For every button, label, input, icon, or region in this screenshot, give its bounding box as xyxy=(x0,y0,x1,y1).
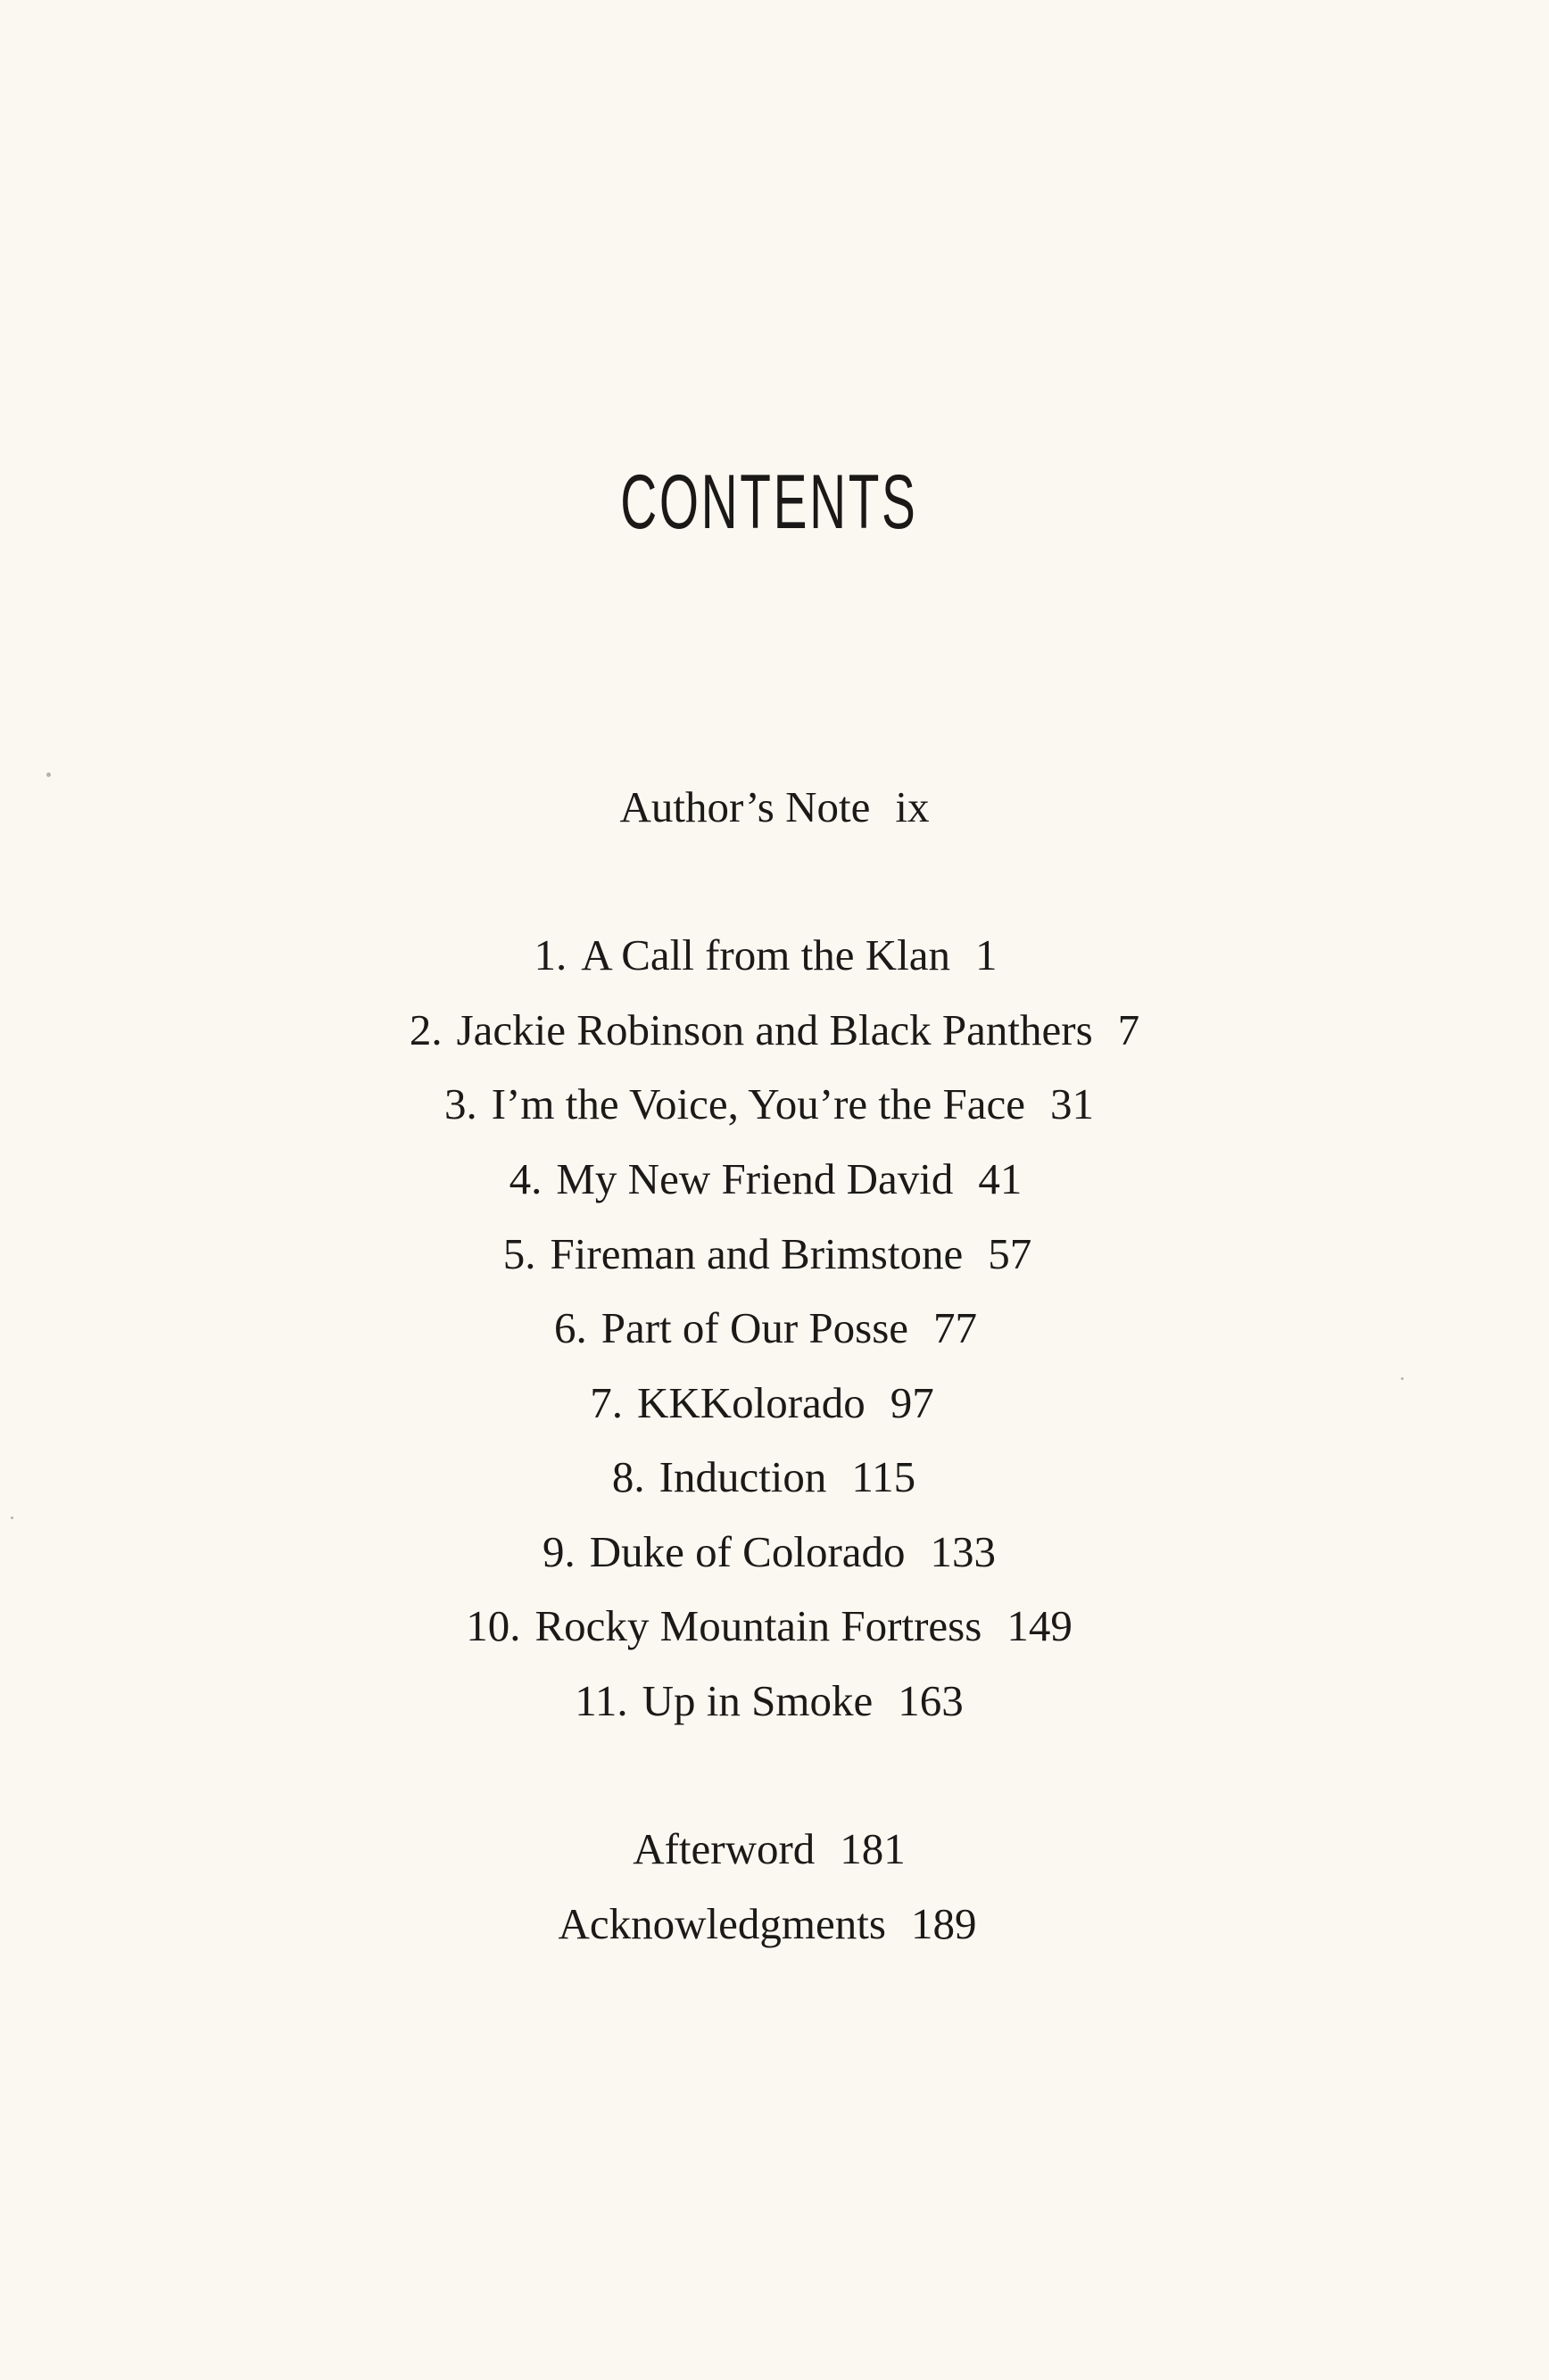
chapter-number: 7. xyxy=(590,1378,623,1427)
toc-entry-label: Afterword xyxy=(633,1824,816,1873)
toc-entry-chapter-5 xyxy=(0,1229,1542,1278)
chapter-number: 1. xyxy=(534,930,567,979)
chapter-number: 9. xyxy=(542,1527,576,1576)
toc-entry-chapter-11 xyxy=(0,1676,1544,1725)
paper-speck xyxy=(1401,1377,1404,1380)
toc-entry-chapter-4 xyxy=(0,1154,1540,1203)
toc-entry-label: A Call from the Klan xyxy=(581,930,950,979)
toc-entry-label: Fireman and Brimstone xyxy=(550,1229,964,1278)
toc-entry-page: 181 xyxy=(840,1824,906,1873)
toc-entry-page: 41 xyxy=(978,1154,1023,1203)
toc-entry-chapter-10 xyxy=(0,1601,1544,1650)
toc-entry-page: 133 xyxy=(930,1527,997,1576)
toc-entry-page: 1 xyxy=(974,930,998,979)
toc-entry-afterword xyxy=(0,1824,1544,1873)
paper-speck xyxy=(11,1516,13,1519)
toc-entry-page: 77 xyxy=(933,1303,978,1352)
toc-entry-chapter-6 xyxy=(0,1303,1540,1352)
toc-entry-page: 31 xyxy=(1050,1079,1095,1128)
paper-speck xyxy=(46,773,51,777)
toc-entry-chapter-7 xyxy=(0,1378,1537,1427)
chapter-number: 10. xyxy=(466,1601,521,1650)
toc-entry-label: Induction xyxy=(659,1452,827,1501)
toc-entry-label: Part of Our Posse xyxy=(601,1303,909,1352)
toc-entry-chapter-8 xyxy=(0,1452,1538,1501)
toc-entry-label: Author’s Note xyxy=(619,782,871,831)
toc-entry-chapter-9 xyxy=(0,1527,1544,1576)
toc-entry-page: 163 xyxy=(898,1676,964,1725)
toc-entry-page: 7 xyxy=(1117,1005,1140,1054)
chapter-number: 4. xyxy=(509,1154,543,1203)
toc-entry-label: My New Friend David xyxy=(556,1154,954,1203)
chapter-number: 8. xyxy=(611,1452,645,1501)
toc-entry-page: 115 xyxy=(851,1452,916,1501)
toc-entry-chapter-2 xyxy=(0,1005,1549,1054)
toc-entry-page: 57 xyxy=(988,1229,1032,1278)
chapter-number: 11. xyxy=(575,1676,628,1725)
chapter-number: 6. xyxy=(553,1303,587,1352)
toc-entry-chapter-3 xyxy=(0,1079,1544,1128)
toc-entry-label: Up in Smoke xyxy=(642,1676,874,1725)
toc-entry-label: Acknowledgments xyxy=(558,1899,886,1948)
toc-entry-label: I’m the Voice, You’re the Face xyxy=(491,1079,1026,1128)
toc-entry-label: Jackie Robinson and Black Panthers xyxy=(456,1005,1093,1054)
chapter-number: 2. xyxy=(409,1005,443,1054)
chapter-number: 3. xyxy=(443,1079,477,1128)
chapter-number: 5. xyxy=(502,1229,536,1278)
toc-entry-page: ix xyxy=(895,782,930,831)
toc-entry-label: KKKolorado xyxy=(636,1378,866,1427)
toc-entry-label: Duke of Colorado xyxy=(589,1527,906,1576)
toc-entry-page: 149 xyxy=(1006,1601,1073,1650)
toc-entry-acknowledgments xyxy=(0,1899,1542,1948)
toc-entry-label: Rocky Mountain Fortress xyxy=(534,1601,982,1650)
page-title: CONTENTS xyxy=(620,459,918,545)
toc-entry-chapter-1 xyxy=(0,930,1540,979)
toc-entry-authors-note xyxy=(0,782,1549,831)
toc-entry-page: 189 xyxy=(910,1899,977,1948)
toc-entry-page: 97 xyxy=(890,1378,934,1427)
